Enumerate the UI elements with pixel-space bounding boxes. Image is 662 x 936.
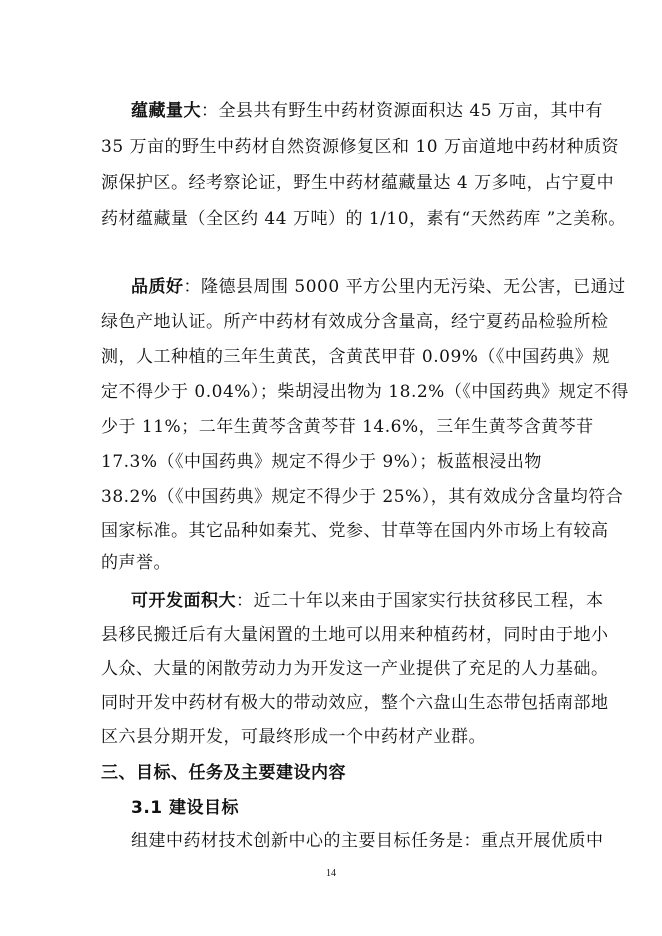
section-title: 三、目标、任务及主要建设内容: [101, 763, 346, 783]
p2-line-6: 38.2%（《中国药典》规定不得少于 25%），其有效成分含量均符合: [101, 487, 624, 507]
p1-line-2: 源保护区。经考察论证，野生中药材蕴藏量达 4 万多吨，占宁夏中: [101, 173, 615, 193]
p2-line-4: 少于 11%；二年生黄芩含黄芩苷 14.6%，三年生黄芩含黄芩苷: [101, 417, 594, 437]
p1-line-3: 药材蕴藏量（全区约 44 万吨）的 1/10，素有“天然药库 ”之美称。: [101, 209, 626, 229]
p2-line-5: 17.3%（《中国药典》规定不得少于 9%）；板蓝根浸出物: [101, 452, 542, 472]
p2-heading: 品质好: [131, 277, 184, 297]
p2-line-8: 的声誉。: [101, 553, 171, 573]
p2-line-2: 测，人工种植的三年生黄芪，含黄芪甲苷 0.09%（《中国药典》规: [101, 347, 610, 367]
p1-line-0-text: ：全县共有野生中药材资源面积达 45 万亩，其中有: [201, 101, 603, 121]
p4-line-0: 组建中药材技术创新中心的主要目标任务是：重点开展优质中: [131, 831, 604, 851]
page-number: 14: [326, 868, 336, 879]
subsection-title: 3.1 建设目标: [131, 798, 240, 818]
p3-heading: 可开发面积大: [131, 591, 236, 611]
p3-line-4: 区六县分期开发，可最终形成一个中药材产业群。: [101, 727, 486, 747]
p1-line-0: [131, 100, 603, 122]
p1-line-1: 35 万亩的野生中药材自然资源修复区和 10 万亩道地中药材种质资: [101, 137, 619, 157]
p3-line-0: [131, 590, 604, 612]
p3-line-1: 县移民搬迁后有大量闲置的土地可以用来种植药材，同时由于地小: [101, 625, 609, 645]
p2-line-0-text: ：隆德县周围 5000 平方公里内无污染、无公害，已通过: [183, 277, 626, 297]
p2-line-7: 国家标准。其它品种如秦艽、党参、甘草等在国内外市场上有较高: [101, 521, 609, 541]
p3-line-2: 人众、大量的闲散劳动力为开发这一产业提供了充足的人力基础。: [101, 659, 609, 679]
p2-line-0: [131, 276, 626, 298]
p1-heading: 蕴藏量大: [131, 101, 201, 121]
p2-line-3: 定不得少于 0.04%）；柴胡浸出物为 18.2%（《中国药典》规定不得: [101, 382, 629, 402]
p2-line-1: 绿色产地认证。所产中药材有效成分含量高，经宁夏药品检验所检: [101, 312, 609, 332]
p3-line-0-text: ：近二十年以来由于国家实行扶贫移民工程，本: [236, 591, 604, 611]
p3-line-3: 同时开发中药材有极大的带动效应，整个六盘山生态带包括南部地: [101, 693, 609, 713]
